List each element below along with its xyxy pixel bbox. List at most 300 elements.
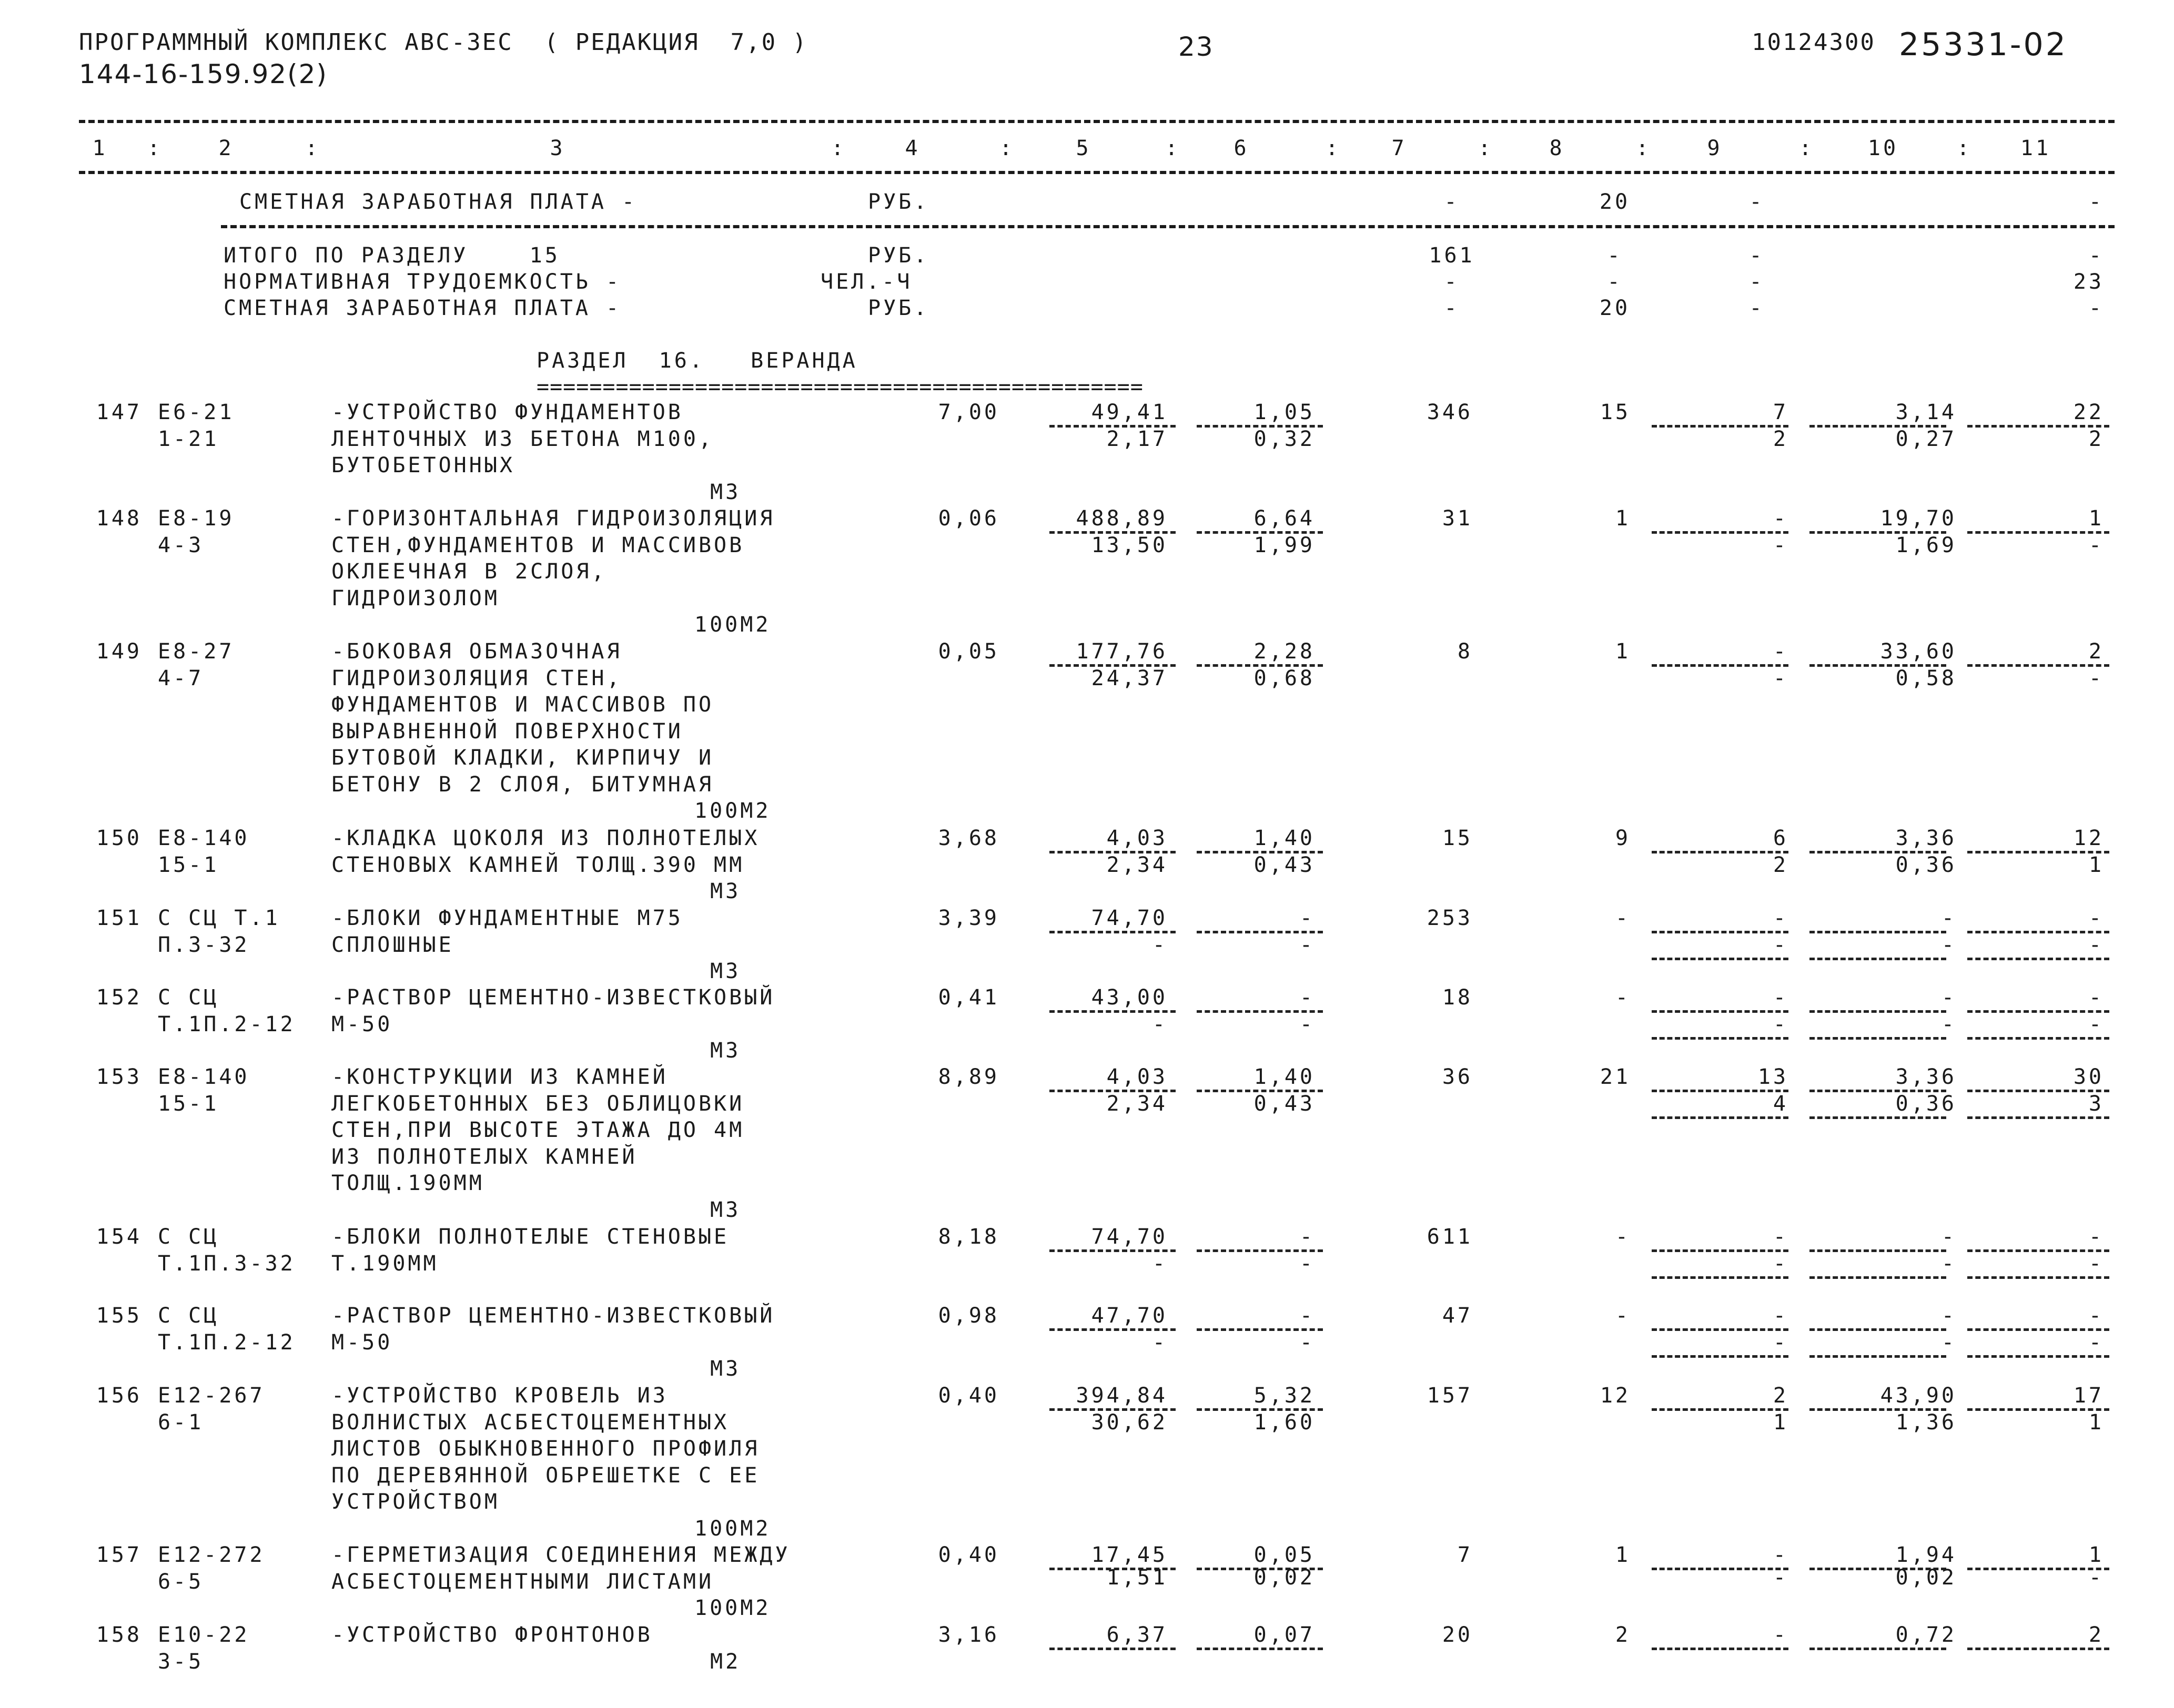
row-unit: 100М2: [694, 799, 771, 823]
row-c11-top: 30: [2073, 1065, 2104, 1089]
row-number: 152: [96, 985, 142, 1010]
row-code: Е10-22: [158, 1623, 250, 1647]
row-c9-bottom: -: [1773, 666, 1788, 690]
row-divider: [1197, 1648, 1323, 1650]
row-c11-top: 1: [2088, 506, 2104, 531]
row-unit: 100М2: [694, 1516, 771, 1541]
row-c6-top: 1,40: [1253, 826, 1315, 850]
summary-label: СМЕТНАЯ ЗАРАБОТНАЯ ПЛАТА -: [239, 190, 638, 214]
row-description: -КЛАДКА ЦОКОЛЯ ИЗ ПОЛНОТЕЛЫХ: [331, 826, 760, 850]
row-divider: [1652, 1355, 1788, 1358]
row-code: Т.1П.2-12: [158, 1330, 296, 1355]
row-divider: [1652, 1276, 1788, 1279]
row-code: Е8-140: [158, 1065, 250, 1089]
row-divider: [1049, 1648, 1176, 1650]
row-number: 148: [96, 506, 142, 531]
row-c5-top: 49,41: [1091, 400, 1168, 424]
row-c8: -: [1615, 985, 1631, 1010]
row-description: УСТРОЙСТВОМ: [331, 1490, 500, 1514]
row-c10-top: 43,90: [1880, 1384, 1957, 1408]
totals-label: НОРМАТИВНАЯ ТРУДОЕМКОСТЬ -: [224, 270, 622, 294]
row-c5-top: 47,70: [1091, 1304, 1168, 1328]
row-quantity: 0,40: [938, 1384, 999, 1408]
row-c9-top: -: [1773, 985, 1788, 1010]
row-c11-top: 2: [2088, 1623, 2104, 1647]
row-divider: [1809, 1276, 1946, 1279]
row-description: БЕТОНУ В 2 СЛОЯ, БИТУМНАЯ: [331, 772, 714, 797]
row-c6-bottom: -: [1299, 1251, 1315, 1276]
row-c11-bottom: -: [2088, 1012, 2104, 1036]
row-c10-top: 3,36: [1895, 826, 1957, 850]
row-number: 150: [96, 826, 142, 850]
row-c5-bottom: -: [1152, 932, 1168, 957]
row-c7: 18: [1442, 985, 1473, 1010]
row-unit: М3: [710, 959, 741, 983]
row-c9-bottom: -: [1773, 1012, 1788, 1036]
row-c9-bottom: 1: [1773, 1410, 1788, 1435]
row-divider: [1809, 1355, 1946, 1358]
row-c6-bottom: 0,02: [1253, 1565, 1315, 1590]
row-c6-top: 2,28: [1253, 639, 1315, 664]
row-code: Е12-267: [158, 1384, 265, 1408]
row-c6-top: 0,05: [1253, 1543, 1315, 1567]
row-c7: 346: [1427, 400, 1473, 424]
row-c9-top: -: [1773, 506, 1788, 531]
column-separator: :: [1478, 136, 1494, 160]
row-c11-bottom: -: [2088, 666, 2104, 690]
summary-rule: [221, 225, 2115, 228]
row-c7: 36: [1442, 1065, 1473, 1089]
totals-unit: РУБ.: [868, 243, 929, 268]
row-c6-top: -: [1299, 1225, 1315, 1249]
row-description: АСБЕСТОЦЕМЕНТНЫМИ ЛИСТАМИ: [331, 1569, 714, 1594]
row-c5-top: 488,89: [1076, 506, 1168, 531]
row-unit: М3: [710, 1039, 741, 1063]
page-number: 23: [1178, 32, 1214, 62]
row-c10-bottom: -: [1941, 1330, 1957, 1355]
totals-c11: -: [2088, 296, 2104, 320]
row-c11-bottom: -: [2088, 1565, 2104, 1590]
row-quantity: 0,05: [938, 639, 999, 664]
row-number: 155: [96, 1304, 142, 1328]
row-c5-top: 43,00: [1091, 985, 1168, 1010]
document-id: 10124300: [1752, 29, 1876, 56]
row-c5-top: 74,70: [1091, 906, 1168, 930]
header-rule-bottom: [79, 171, 2115, 174]
row-c6-bottom: -: [1299, 932, 1315, 957]
column-separator: :: [831, 136, 847, 160]
summary-c11: -: [2088, 190, 2104, 214]
row-description: Т.190ММ: [331, 1251, 439, 1276]
row-c6-bottom: -: [1299, 1012, 1315, 1036]
row-c5-bottom: -: [1152, 1012, 1168, 1036]
totals-c8: -: [1607, 243, 1623, 268]
row-c7: 20: [1442, 1623, 1473, 1647]
row-c8: -: [1615, 1304, 1631, 1328]
row-c5-bottom: -: [1152, 1251, 1168, 1276]
row-c6-top: 0,07: [1253, 1623, 1315, 1647]
row-c6-top: 1,40: [1253, 1065, 1315, 1089]
row-number: 151: [96, 906, 142, 930]
row-c8: 1: [1615, 1543, 1631, 1567]
row-c10-top: -: [1941, 1225, 1957, 1249]
row-code: 6-1: [158, 1410, 204, 1435]
row-code: 1-21: [158, 426, 219, 451]
row-number: 149: [96, 639, 142, 664]
row-c8: 1: [1615, 639, 1631, 664]
row-c5-bottom: 1,51: [1106, 1565, 1168, 1590]
row-description: СТЕН,ФУНДАМЕНТОВ И МАССИВОВ: [331, 533, 745, 557]
row-description: ТОЛЩ.190ММ: [331, 1171, 484, 1195]
row-unit: 100М2: [694, 613, 771, 637]
row-c7: 7: [1457, 1543, 1473, 1567]
row-c8: 15: [1600, 400, 1631, 424]
row-c8: 21: [1600, 1065, 1631, 1089]
row-quantity: 3,16: [938, 1623, 999, 1647]
row-c11-top: 2: [2088, 639, 2104, 664]
totals-c8: 20: [1599, 296, 1631, 320]
row-code: С СЦ Т.1: [158, 906, 280, 930]
row-description: -БЛОКИ ПОЛНОТЕЛЫЕ СТЕНОВЫЕ: [331, 1225, 730, 1249]
row-c5-bottom: 24,37: [1091, 666, 1168, 690]
totals-c8: -: [1607, 270, 1623, 294]
row-c10-bottom: -: [1941, 1251, 1957, 1276]
row-unit: М3: [710, 1197, 741, 1222]
row-c6-top: 1,05: [1253, 400, 1315, 424]
row-c11-bottom: 3: [2088, 1091, 2104, 1116]
row-c7: 47: [1442, 1304, 1473, 1328]
row-code: 6-5: [158, 1569, 204, 1594]
row-number: 153: [96, 1065, 142, 1089]
row-c11-bottom: -: [2088, 533, 2104, 557]
column-separator: :: [1165, 136, 1181, 160]
row-c9-bottom: -: [1773, 533, 1788, 557]
row-description: ГИДРОИЗОЛЯЦИЯ СТЕН,: [331, 666, 622, 690]
row-description: -УСТРОЙСТВО ФУНДАМЕНТОВ: [331, 400, 683, 424]
row-c11-bottom: -: [2088, 1330, 2104, 1355]
row-description: М-50: [331, 1012, 393, 1036]
row-quantity: 3,68: [938, 826, 999, 850]
row-c5-bottom: 13,50: [1091, 533, 1168, 557]
row-c11-bottom: 2: [2088, 426, 2104, 451]
row-c10-bottom: 1,36: [1895, 1410, 1957, 1435]
row-c7: 15: [1442, 826, 1473, 850]
row-divider: [1652, 1116, 1788, 1119]
row-c10-bottom: 1,69: [1895, 533, 1957, 557]
row-code: П.3-32: [158, 932, 250, 957]
row-c5-top: 177,76: [1076, 639, 1168, 664]
row-c8: 2: [1615, 1623, 1631, 1647]
row-divider: [1809, 958, 1946, 960]
column-header-11: 11: [2020, 136, 2051, 160]
column-header-9: 9: [1707, 136, 1723, 160]
row-code: С СЦ: [158, 1225, 219, 1249]
row-c11-top: 1: [2088, 1543, 2104, 1567]
summary-c7: -: [1444, 190, 1460, 214]
row-c10-top: 3,36: [1895, 1065, 1957, 1089]
column-header-6: 6: [1233, 136, 1249, 160]
column-separator: :: [1799, 136, 1815, 160]
row-c7: 31: [1442, 506, 1473, 531]
row-c10-bottom: 0,27: [1895, 426, 1957, 451]
header-rule-top: [79, 120, 2115, 123]
row-c8: -: [1615, 906, 1631, 930]
totals-c11: -: [2088, 243, 2104, 268]
row-description: ВОЛНИСТЫХ АСБЕСТОЦЕМЕНТНЫХ: [331, 1410, 730, 1435]
row-c8: 9: [1615, 826, 1631, 850]
document-id-handwritten: 25331-02: [1899, 26, 2068, 63]
row-description: -УСТРОЙСТВО КРОВЕЛЬ ИЗ: [331, 1384, 668, 1408]
row-c8: -: [1615, 1225, 1631, 1249]
totals-c7: -: [1444, 296, 1460, 320]
row-number: 157: [96, 1543, 142, 1567]
column-separator: :: [1326, 136, 1341, 160]
row-c5-bottom: -: [1152, 1330, 1168, 1355]
row-c9-top: -: [1773, 1623, 1788, 1647]
column-header-1: 1: [92, 136, 108, 160]
totals-unit: РУБ.: [868, 296, 929, 320]
row-description: БУТОВОЙ КЛАДКИ, КИРПИЧУ И: [331, 746, 714, 770]
summary-unit: РУБ.: [868, 190, 929, 214]
row-c5-top: 6,37: [1106, 1623, 1168, 1647]
totals-label: ИТОГО ПО РАЗДЕЛУ 15: [224, 243, 560, 268]
row-c10-top: -: [1941, 1304, 1957, 1328]
totals-c9: -: [1749, 296, 1765, 320]
row-description: М-50: [331, 1330, 393, 1355]
row-code: Т.1П.2-12: [158, 1012, 296, 1036]
row-c6-top: -: [1299, 1304, 1315, 1328]
row-c6-bottom: 0,32: [1253, 426, 1315, 451]
row-c11-top: -: [2088, 1304, 2104, 1328]
column-header-3: 3: [550, 136, 565, 160]
row-c9-bottom: 4: [1773, 1091, 1788, 1116]
row-unit: М3: [710, 879, 741, 903]
row-c6-top: -: [1299, 906, 1315, 930]
row-c5-top: 4,03: [1106, 1065, 1168, 1089]
row-description: ГИДРОИЗОЛОМ: [331, 586, 500, 611]
row-c11-top: -: [2088, 1225, 2104, 1249]
row-description: БУТОБЕТОННЫХ: [331, 453, 515, 477]
row-code: Е8-27: [158, 639, 235, 664]
row-description: -РАСТВОР ЦЕМЕНТНО-ИЗВЕСТКОВЫЙ: [331, 1304, 775, 1328]
column-separator: :: [1957, 136, 1973, 160]
row-c10-bottom: 0,58: [1895, 666, 1957, 690]
column-separator: :: [305, 136, 321, 160]
row-quantity: 0,06: [938, 506, 999, 531]
row-c5-bottom: 2,34: [1106, 1091, 1168, 1116]
row-divider: [1652, 1648, 1788, 1650]
row-quantity: 0,41: [938, 985, 999, 1010]
row-description: -БЛОКИ ФУНДАМЕНТНЫЕ М75: [331, 906, 683, 930]
row-c6-top: -: [1299, 985, 1315, 1010]
row-code: Е6-21: [158, 400, 235, 424]
row-divider: [1809, 1037, 1946, 1040]
row-c9-bottom: 2: [1773, 852, 1788, 877]
row-c10-bottom: -: [1941, 932, 1957, 957]
row-c5-top: 394,84: [1076, 1384, 1168, 1408]
row-description: ЛИСТОВ ОБЫКНОВЕННОГО ПРОФИЛЯ: [331, 1437, 760, 1461]
totals-c9: -: [1749, 243, 1765, 268]
row-number: 154: [96, 1225, 142, 1249]
row-code: Е8-140: [158, 826, 250, 850]
totals-unit: ЧЕЛ.-Ч: [821, 270, 913, 294]
row-c9-bottom: -: [1773, 1330, 1788, 1355]
row-quantity: 8,89: [938, 1065, 999, 1089]
column-separator: :: [999, 136, 1015, 160]
totals-c7: 161: [1429, 243, 1475, 268]
row-code: 4-7: [158, 666, 204, 690]
row-c8: 12: [1600, 1384, 1631, 1408]
row-quantity: 7,00: [938, 400, 999, 424]
row-description: СТЕНОВЫХ КАМНЕЙ ТОЛЩ.390 ММ: [331, 852, 745, 877]
row-c9-bottom: -: [1773, 1565, 1788, 1590]
row-c9-top: 2: [1773, 1384, 1788, 1408]
row-c6-top: 5,32: [1253, 1384, 1315, 1408]
row-code: 15-1: [158, 852, 219, 877]
column-header-10: 10: [1867, 136, 1899, 160]
row-description: ВЫРАВНЕННОЙ ПОВЕРХНОСТИ: [331, 719, 683, 744]
row-c10-top: 33,60: [1880, 639, 1957, 664]
row-description: СПЛОШНЫЕ: [331, 932, 454, 957]
row-c6-top: 6,64: [1253, 506, 1315, 531]
row-description: ПО ДЕРЕВЯННОЙ ОБРЕШЕТКЕ С ЕЕ: [331, 1463, 760, 1488]
row-c6-bottom: 1,60: [1253, 1410, 1315, 1435]
row-description: ФУНДАМЕНТОВ И МАССИВОВ ПО: [331, 693, 714, 717]
row-divider: [1967, 958, 2109, 960]
doc-code: 144-16-159.92(2): [79, 59, 328, 89]
row-quantity: 3,39: [938, 906, 999, 930]
row-code: Т.1П.3-32: [158, 1251, 296, 1276]
column-separator: :: [147, 136, 163, 160]
row-c9-bottom: -: [1773, 932, 1788, 957]
totals-c7: -: [1444, 270, 1460, 294]
column-separator: :: [1636, 136, 1652, 160]
row-c8: 1: [1615, 506, 1631, 531]
row-c11-bottom: -: [2088, 932, 2104, 957]
row-description: СТЕН,ПРИ ВЫСОТЕ ЭТАЖА ДО 4М: [331, 1118, 745, 1142]
row-description: -ГОРИЗОНТАЛЬНАЯ ГИДРОИЗОЛЯЦИЯ: [331, 506, 775, 531]
summary-c9: -: [1749, 190, 1765, 214]
row-c5-top: 4,03: [1106, 826, 1168, 850]
row-code: 3-5: [158, 1649, 204, 1674]
row-c10-top: 0,72: [1895, 1623, 1957, 1647]
row-description: ЛЕНТОЧНЫХ ИЗ БЕТОНА М100,: [331, 426, 714, 451]
row-c6-bottom: 0,43: [1253, 1091, 1315, 1116]
column-header-5: 5: [1076, 136, 1091, 160]
row-code: С СЦ: [158, 985, 219, 1010]
row-c6-bottom: 0,68: [1253, 666, 1315, 690]
row-c11-bottom: 1: [2088, 852, 2104, 877]
row-description: ИЗ ПОЛНОТЕЛЫХ КАМНЕЙ: [331, 1144, 638, 1169]
row-divider: [1967, 1648, 2109, 1650]
row-c6-bottom: -: [1299, 1330, 1315, 1355]
row-code: Е8-19: [158, 506, 235, 531]
row-c7: 8: [1457, 639, 1473, 664]
row-unit: М3: [710, 1357, 741, 1381]
row-description: ЛЕГКОБЕТОННЫХ БЕЗ ОБЛИЦОВКИ: [331, 1091, 745, 1116]
row-c11-bottom: -: [2088, 1251, 2104, 1276]
row-c9-bottom: -: [1773, 1251, 1788, 1276]
row-c10-bottom: 0,02: [1895, 1565, 1957, 1590]
row-code: 4-3: [158, 533, 204, 557]
row-c9-top: 13: [1757, 1065, 1788, 1089]
row-divider: [1809, 1116, 1946, 1119]
column-header-2: 2: [218, 136, 234, 160]
row-c7: 253: [1427, 906, 1473, 930]
row-c6-bottom: 0,43: [1253, 852, 1315, 877]
row-c10-bottom: 0,36: [1895, 852, 1957, 877]
row-number: 156: [96, 1384, 142, 1408]
row-c10-top: -: [1941, 906, 1957, 930]
section-underline: ==============================================: [537, 375, 1144, 399]
row-divider: [1967, 1116, 2109, 1119]
totals-c9: -: [1749, 270, 1765, 294]
row-c9-top: -: [1773, 1304, 1788, 1328]
row-divider: [1652, 958, 1788, 960]
column-header-8: 8: [1549, 136, 1565, 160]
row-code: 15-1: [158, 1091, 219, 1116]
row-c11-top: -: [2088, 906, 2104, 930]
row-c5-bottom: 2,17: [1106, 426, 1168, 451]
row-c5-bottom: 30,62: [1091, 1410, 1168, 1435]
row-c7: 611: [1427, 1225, 1473, 1249]
row-divider: [1967, 1276, 2109, 1279]
row-divider: [1809, 1648, 1946, 1650]
row-unit: М2: [710, 1649, 741, 1674]
row-c11-bottom: 1: [2088, 1410, 2104, 1435]
row-c10-bottom: -: [1941, 1012, 1957, 1036]
row-c5-bottom: 2,34: [1106, 852, 1168, 877]
row-c10-top: 3,14: [1895, 400, 1957, 424]
row-divider: [1652, 1037, 1788, 1040]
row-c10-bottom: 0,36: [1895, 1091, 1957, 1116]
row-c11-top: -: [2088, 985, 2104, 1010]
column-header-4: 4: [905, 136, 921, 160]
row-c5-top: 74,70: [1091, 1225, 1168, 1249]
row-c10-top: 1,94: [1895, 1543, 1957, 1567]
row-code: Е12-272: [158, 1543, 265, 1567]
totals-label: СМЕТНАЯ ЗАРАБОТНАЯ ПЛАТА -: [224, 296, 622, 320]
row-c9-top: -: [1773, 1543, 1788, 1567]
row-number: 158: [96, 1623, 142, 1647]
row-divider: [1967, 1037, 2109, 1040]
row-description: -КОНСТРУКЦИИ ИЗ КАМНЕЙ: [331, 1065, 668, 1089]
row-description: -РАСТВОР ЦЕМЕНТНО-ИЗВЕСТКОВЫЙ: [331, 985, 775, 1010]
row-c9-bottom: 2: [1773, 426, 1788, 451]
row-c9-top: 6: [1773, 826, 1788, 850]
row-c9-top: 7: [1773, 400, 1788, 424]
row-description: -БОКОВАЯ ОБМАЗОЧНАЯ: [331, 639, 622, 664]
row-divider: [1967, 1355, 2109, 1358]
section-title: РАЗДЕЛ 16. ВЕРАНДА: [537, 349, 858, 373]
summary-c8: 20: [1599, 190, 1631, 214]
row-c10-top: 19,70: [1880, 506, 1957, 531]
row-c9-top: -: [1773, 639, 1788, 664]
row-code: С СЦ: [158, 1304, 219, 1328]
row-quantity: 0,40: [938, 1543, 999, 1567]
row-unit: 100М2: [694, 1596, 771, 1620]
row-c11-top: 22: [2073, 400, 2104, 424]
row-c9-top: -: [1773, 1225, 1788, 1249]
row-c11-top: 17: [2073, 1384, 2104, 1408]
row-quantity: 8,18: [938, 1225, 999, 1249]
row-c6-bottom: 1,99: [1253, 533, 1315, 557]
row-c9-top: -: [1773, 906, 1788, 930]
row-c10-top: -: [1941, 985, 1957, 1010]
row-quantity: 0,98: [938, 1304, 999, 1328]
totals-c11: 23: [2073, 270, 2104, 294]
row-number: 147: [96, 400, 142, 424]
